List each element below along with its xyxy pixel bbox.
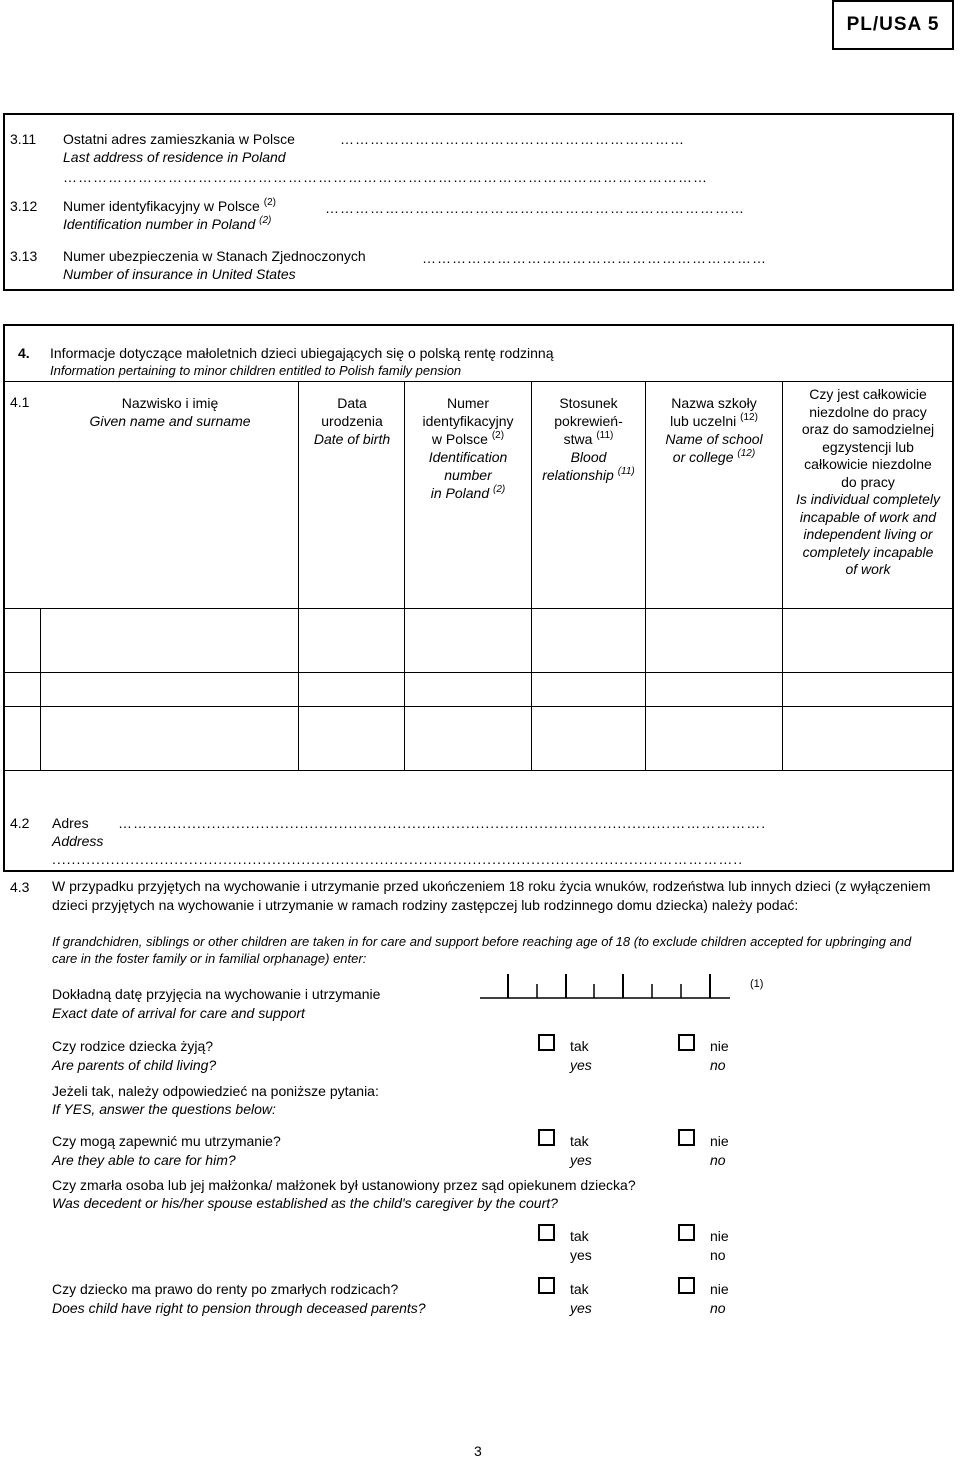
col-header-incapacity: Czy jest całkowicie niezdolne do pracy oraz do samodzielnej egzystencji lub całkowicie niezdolne do pracy Is individual completely incapable of work and independent living or completely incapable of work (796, 386, 940, 577)
arrival-date-label-pl: Dokładną datę przyjęcia na wychowanie i utrzymanie (52, 986, 381, 1002)
question-1-no-label-pl: nie (710, 1038, 729, 1054)
if-yes-instruction-en: If YES, answer the questions below: (52, 1101, 276, 1117)
col-header-date-of-birth: Data urodzenia Date of birth (313, 395, 391, 447)
if-yes-instruction-pl: Jeżeli tak, należy odpowiedzieć na poniższe pytania: (52, 1083, 379, 1099)
last-address-field-line1[interactable]: …………………………………………………………… (340, 131, 685, 147)
col-header-name: Nazwisko i imię Given name and surname (89, 395, 251, 429)
row-3-12-label-pl: Numer identyfikacyjny w Polsce $^{(2)}$ (63, 197, 276, 214)
address-field-line1[interactable]: ……...........................................................................................................………………. (118, 815, 767, 831)
row-3-13-number: 3.13 (10, 248, 38, 264)
question-4-pl: Czy dziecko ma prawo do renty po zmarłych rodzicach? (52, 1281, 399, 1297)
question-4-no-checkbox[interactable] (678, 1277, 695, 1294)
child-row-1[interactable] (41, 609, 953, 672)
question-1-en: Are parents of child living? (52, 1057, 217, 1073)
question-1-yes-checkbox[interactable] (538, 1034, 555, 1051)
question-3-pl: Czy zmarła osoba lub jej małżonka/ małżonek był ustanowiony przez sąd opiekunem dziecka? (52, 1177, 636, 1193)
question-2-yes-label-pl: tak (570, 1133, 589, 1149)
question-3-yes-label-pl: tak (570, 1228, 589, 1244)
section-4-subtitle: Information pertaining to minor children entitled to Polish family pension (50, 363, 462, 378)
question-1-pl: Czy rodzice dziecka żyją? (52, 1038, 214, 1054)
question-3-no-label-en: no (710, 1247, 726, 1263)
question-2-yes-checkbox[interactable] (538, 1129, 555, 1146)
question-2-no-label-en: no (710, 1152, 726, 1168)
address-label-pl: Adres (52, 815, 89, 831)
question-2-pl: Czy mogą zapewnić mu utrzymanie? (52, 1133, 281, 1149)
question-3-en: Was decedent or his/her spouse established as the child's caregiver by the court? (52, 1195, 558, 1211)
us-insurance-number-field[interactable]: …………………………………………………………… (422, 250, 767, 266)
col-header-identification-number: Numer identyfikacyjny w Polsce $^{(2)}$ Identification number in Poland $^{(2)}$ (422, 395, 514, 501)
question-3-no-label-pl: nie (710, 1228, 729, 1244)
question-2-en: Are they able to care for him? (52, 1152, 236, 1168)
intro-text-pl: W przypadku przyjętych na wychowanie i utrzymanie przed ukończeniem 18 roku życia wnuków, rodzeństwa lub innych dzieci (z wyłączeniem dzieci przyjętych na wychowanie i utrzymanie w ramach rodziny zastępczej lub rodzinnego domu dziecka) należy podać: (52, 878, 931, 913)
form-code-stamp: PL/USA 5 (832, 0, 954, 50)
last-address-field-line2[interactable]: ………………………………………………………………………………………………………………… (63, 169, 708, 185)
question-4-yes-label-pl: tak (570, 1281, 589, 1297)
intro-text-en: If grandchidren, siblings or other children are taken in for care and support before reaching age of 18 (to exclude children accepted for upbringing and care in the foster family or in familial orphanage) enter: (52, 934, 912, 966)
address-field-line2[interactable]: ............................................................................................................................…………….. (52, 851, 744, 867)
question-1-no-checkbox[interactable] (678, 1034, 695, 1051)
child-row-3[interactable] (41, 707, 953, 770)
question-3-yes-checkbox[interactable] (538, 1224, 555, 1241)
row-4-3-number: 4.3 (10, 879, 30, 895)
row-3-12-label-en: Identification number in Poland $^{(2)}$ (63, 215, 272, 232)
table-bottom-rule (3, 770, 954, 771)
child-row-2[interactable] (41, 673, 953, 706)
table-top-rule (3, 381, 954, 382)
question-1-no-label-en: no (710, 1057, 726, 1073)
section-4-title: Informacje dotyczące małoletnich dzieci ubiegających się o polską rentę rodzinną (50, 345, 554, 361)
row-3-13-label-pl: Numer ubezpieczenia w Stanach Zjednoczonych (63, 248, 366, 264)
question-2-no-label-pl: nie (710, 1133, 729, 1149)
question-3-no-checkbox[interactable] (678, 1224, 695, 1241)
question-3-yes-label-en: yes (570, 1247, 592, 1263)
arrival-date-footnote-ref: (1) (750, 978, 764, 990)
row-4-2-number: 4.2 (10, 815, 30, 831)
identification-number-field[interactable]: ………………………………………………………………………… (325, 200, 745, 216)
page-number: 3 (474, 1443, 482, 1459)
question-4-yes-checkbox[interactable] (538, 1277, 555, 1294)
col-header-blood-relationship: Stosunek pokrewień- stwa $^{(11)}$ Blood relationship $^{(11)}$ (542, 395, 635, 483)
question-4-no-label-en: no (710, 1300, 726, 1316)
question-4-en: Does child have right to pension through deceased parents? (52, 1300, 426, 1316)
row-4-1-number: 4.1 (10, 394, 30, 410)
row-3-13-label-en: Number of insurance in United States (63, 266, 296, 282)
address-label-en: Address (52, 833, 104, 849)
question-1-yes-label-pl: tak (570, 1038, 589, 1054)
question-1-yes-label-en: yes (570, 1057, 592, 1073)
question-2-yes-label-en: yes (570, 1152, 592, 1168)
arrival-date-label-en: Exact date of arrival for care and support (52, 1005, 305, 1021)
row-3-11-label-en: Last address of residence in Poland (63, 149, 286, 165)
arrival-date-tick-field[interactable] (480, 972, 730, 1008)
section-4-number: 4. (18, 345, 30, 361)
question-4-yes-label-en: yes (570, 1300, 592, 1316)
row-3-12-number: 3.12 (10, 198, 38, 214)
row-3-11-label-pl: Ostatni adres zamieszkania w Polsce (63, 131, 295, 147)
question-2-no-checkbox[interactable] (678, 1129, 695, 1146)
question-4-no-label-pl: nie (710, 1281, 729, 1297)
row-3-11-number: 3.11 (10, 131, 37, 147)
col-header-school: Nazwa szkoły lub uczelni $^{(12)}$ Name of school or college $^{(12)}$ (665, 395, 763, 465)
